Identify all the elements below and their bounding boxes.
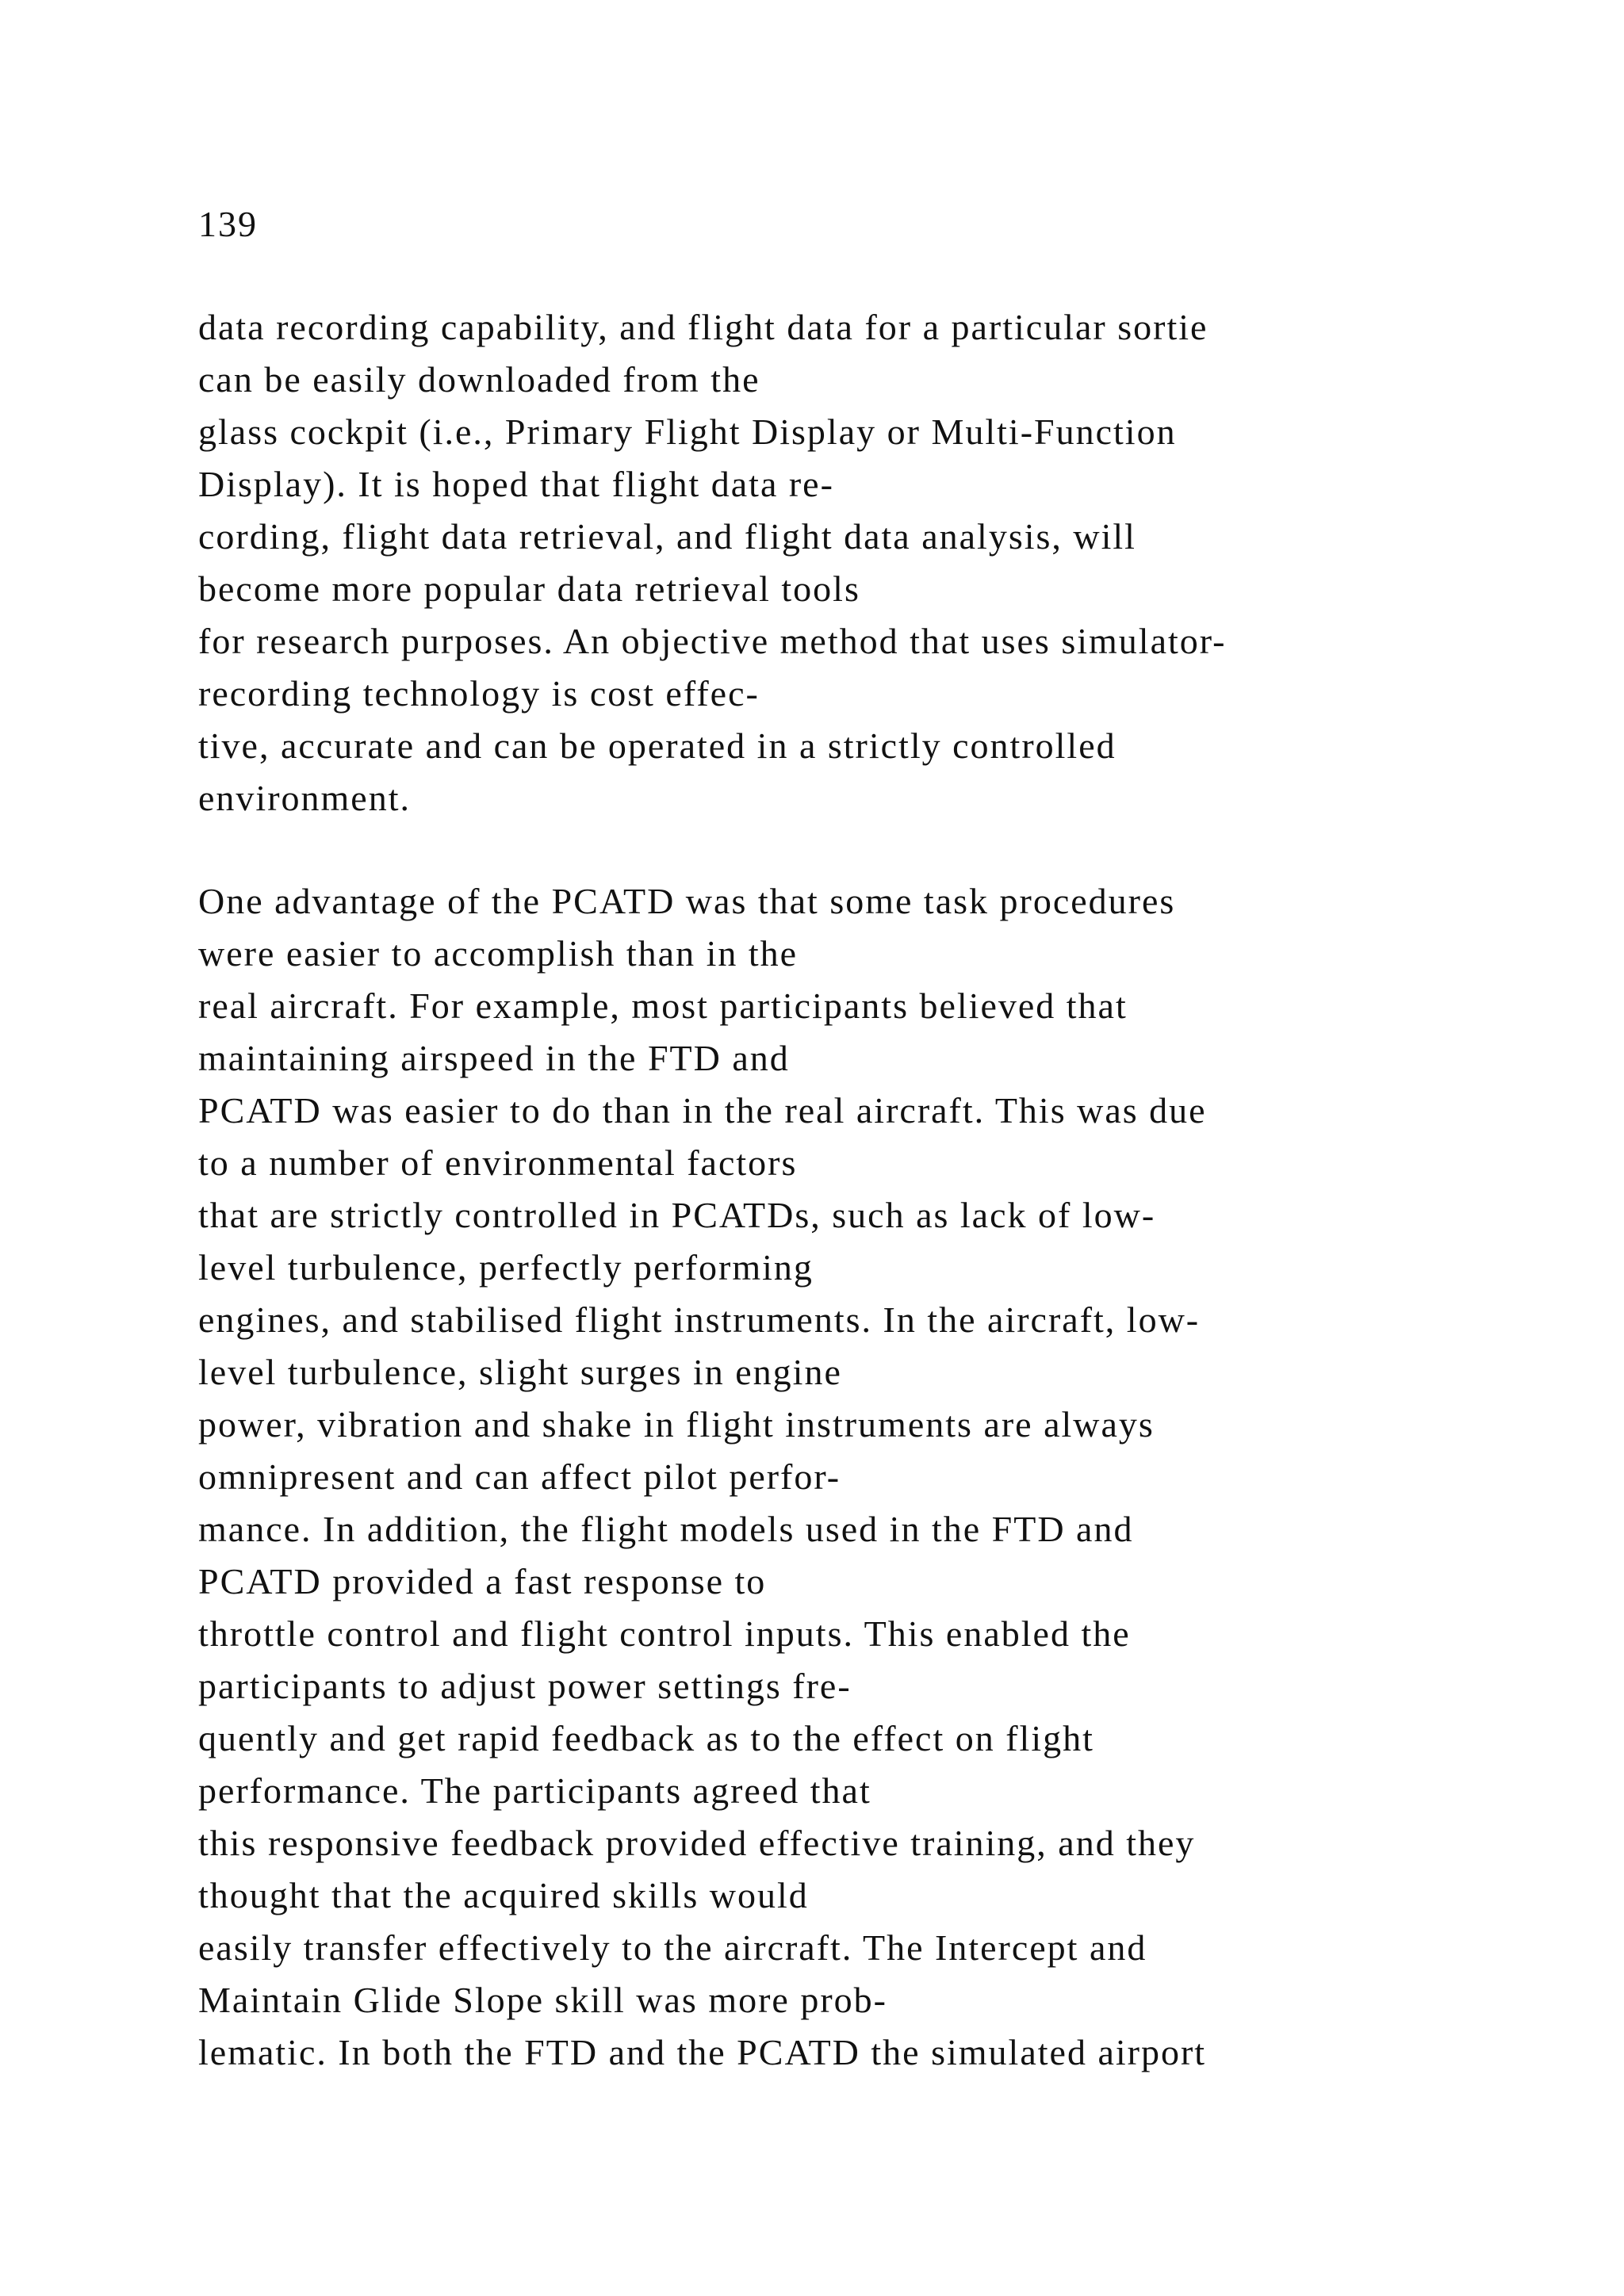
text-line: for research purposes. An objective method that uses simulator-	[198, 621, 1227, 661]
text-line: this responsive feedback provided effective training, and they	[198, 1823, 1196, 1863]
text-line: environment.	[198, 778, 411, 818]
text-line: recording technology is cost effec-	[198, 673, 760, 714]
text-line: lematic. In both the FTD and the PCATD the simulated airport	[198, 2032, 1207, 2072]
text-line: were easier to accomplish than in the	[198, 933, 799, 974]
text-line: maintaining airspeed in the FTD and	[198, 1038, 790, 1078]
paragraph-2	[198, 875, 1578, 2079]
text-line: real aircraft. For example, most participants believed that	[198, 985, 1128, 1026]
text-line: Maintain Glide Slope skill was more prob-	[198, 1980, 887, 2020]
text-line: glass cockpit (i.e., Primary Flight Display or Multi-Function	[198, 411, 1177, 452]
text-line: engines, and stabilised flight instruments. In the aircraft, low-	[198, 1299, 1201, 1340]
text-line: PCATD was easier to do than in the real aircraft. This was due	[198, 1090, 1207, 1131]
text-line: easily transfer effectively to the aircraft. The Intercept and	[198, 1927, 1147, 1968]
page-number: 139	[198, 204, 258, 244]
text-line: performance. The participants agreed that	[198, 1770, 871, 1811]
text-line: power, vibration and shake in flight instruments are always	[198, 1404, 1155, 1445]
text-line: omnipresent and can affect pilot perfor-	[198, 1456, 841, 1497]
text-line: quently and get rapid feedback as to the effect on flight	[198, 1718, 1094, 1758]
text-line: PCATD provided a fast response to	[198, 1561, 767, 1601]
text-line: cording, flight data retrieval, and flight data analysis, will	[198, 516, 1136, 557]
text-line: participants to adjust power settings fre-	[198, 1666, 852, 1706]
text-line: level turbulence, slight surges in engine	[198, 1352, 842, 1392]
text-line: thought that the acquired skills would	[198, 1875, 809, 1915]
text-line: throttle control and flight control inputs. This enabled the	[198, 1613, 1131, 1654]
text-line: tive, accurate and can be operated in a strictly controlled	[198, 725, 1116, 766]
text-line: mance. In addition, the flight models used in the FTD and	[198, 1509, 1134, 1549]
paragraph-1	[198, 301, 1578, 825]
text-line: can be easily downloaded from the	[198, 359, 760, 400]
text-line: data recording capability, and flight data for a particular sortie	[198, 307, 1208, 347]
text-line: One advantage of the PCATD was that some task procedures	[198, 881, 1176, 921]
text-line: level turbulence, perfectly performing	[198, 1247, 814, 1288]
text-line: to a number of environmental factors	[198, 1142, 798, 1183]
text-line: become more popular data retrieval tools	[198, 568, 860, 609]
text-line: that are strictly controlled in PCATDs, such as lack of low-	[198, 1195, 1156, 1235]
text-line: Display). It is hoped that flight data re-	[198, 464, 834, 504]
